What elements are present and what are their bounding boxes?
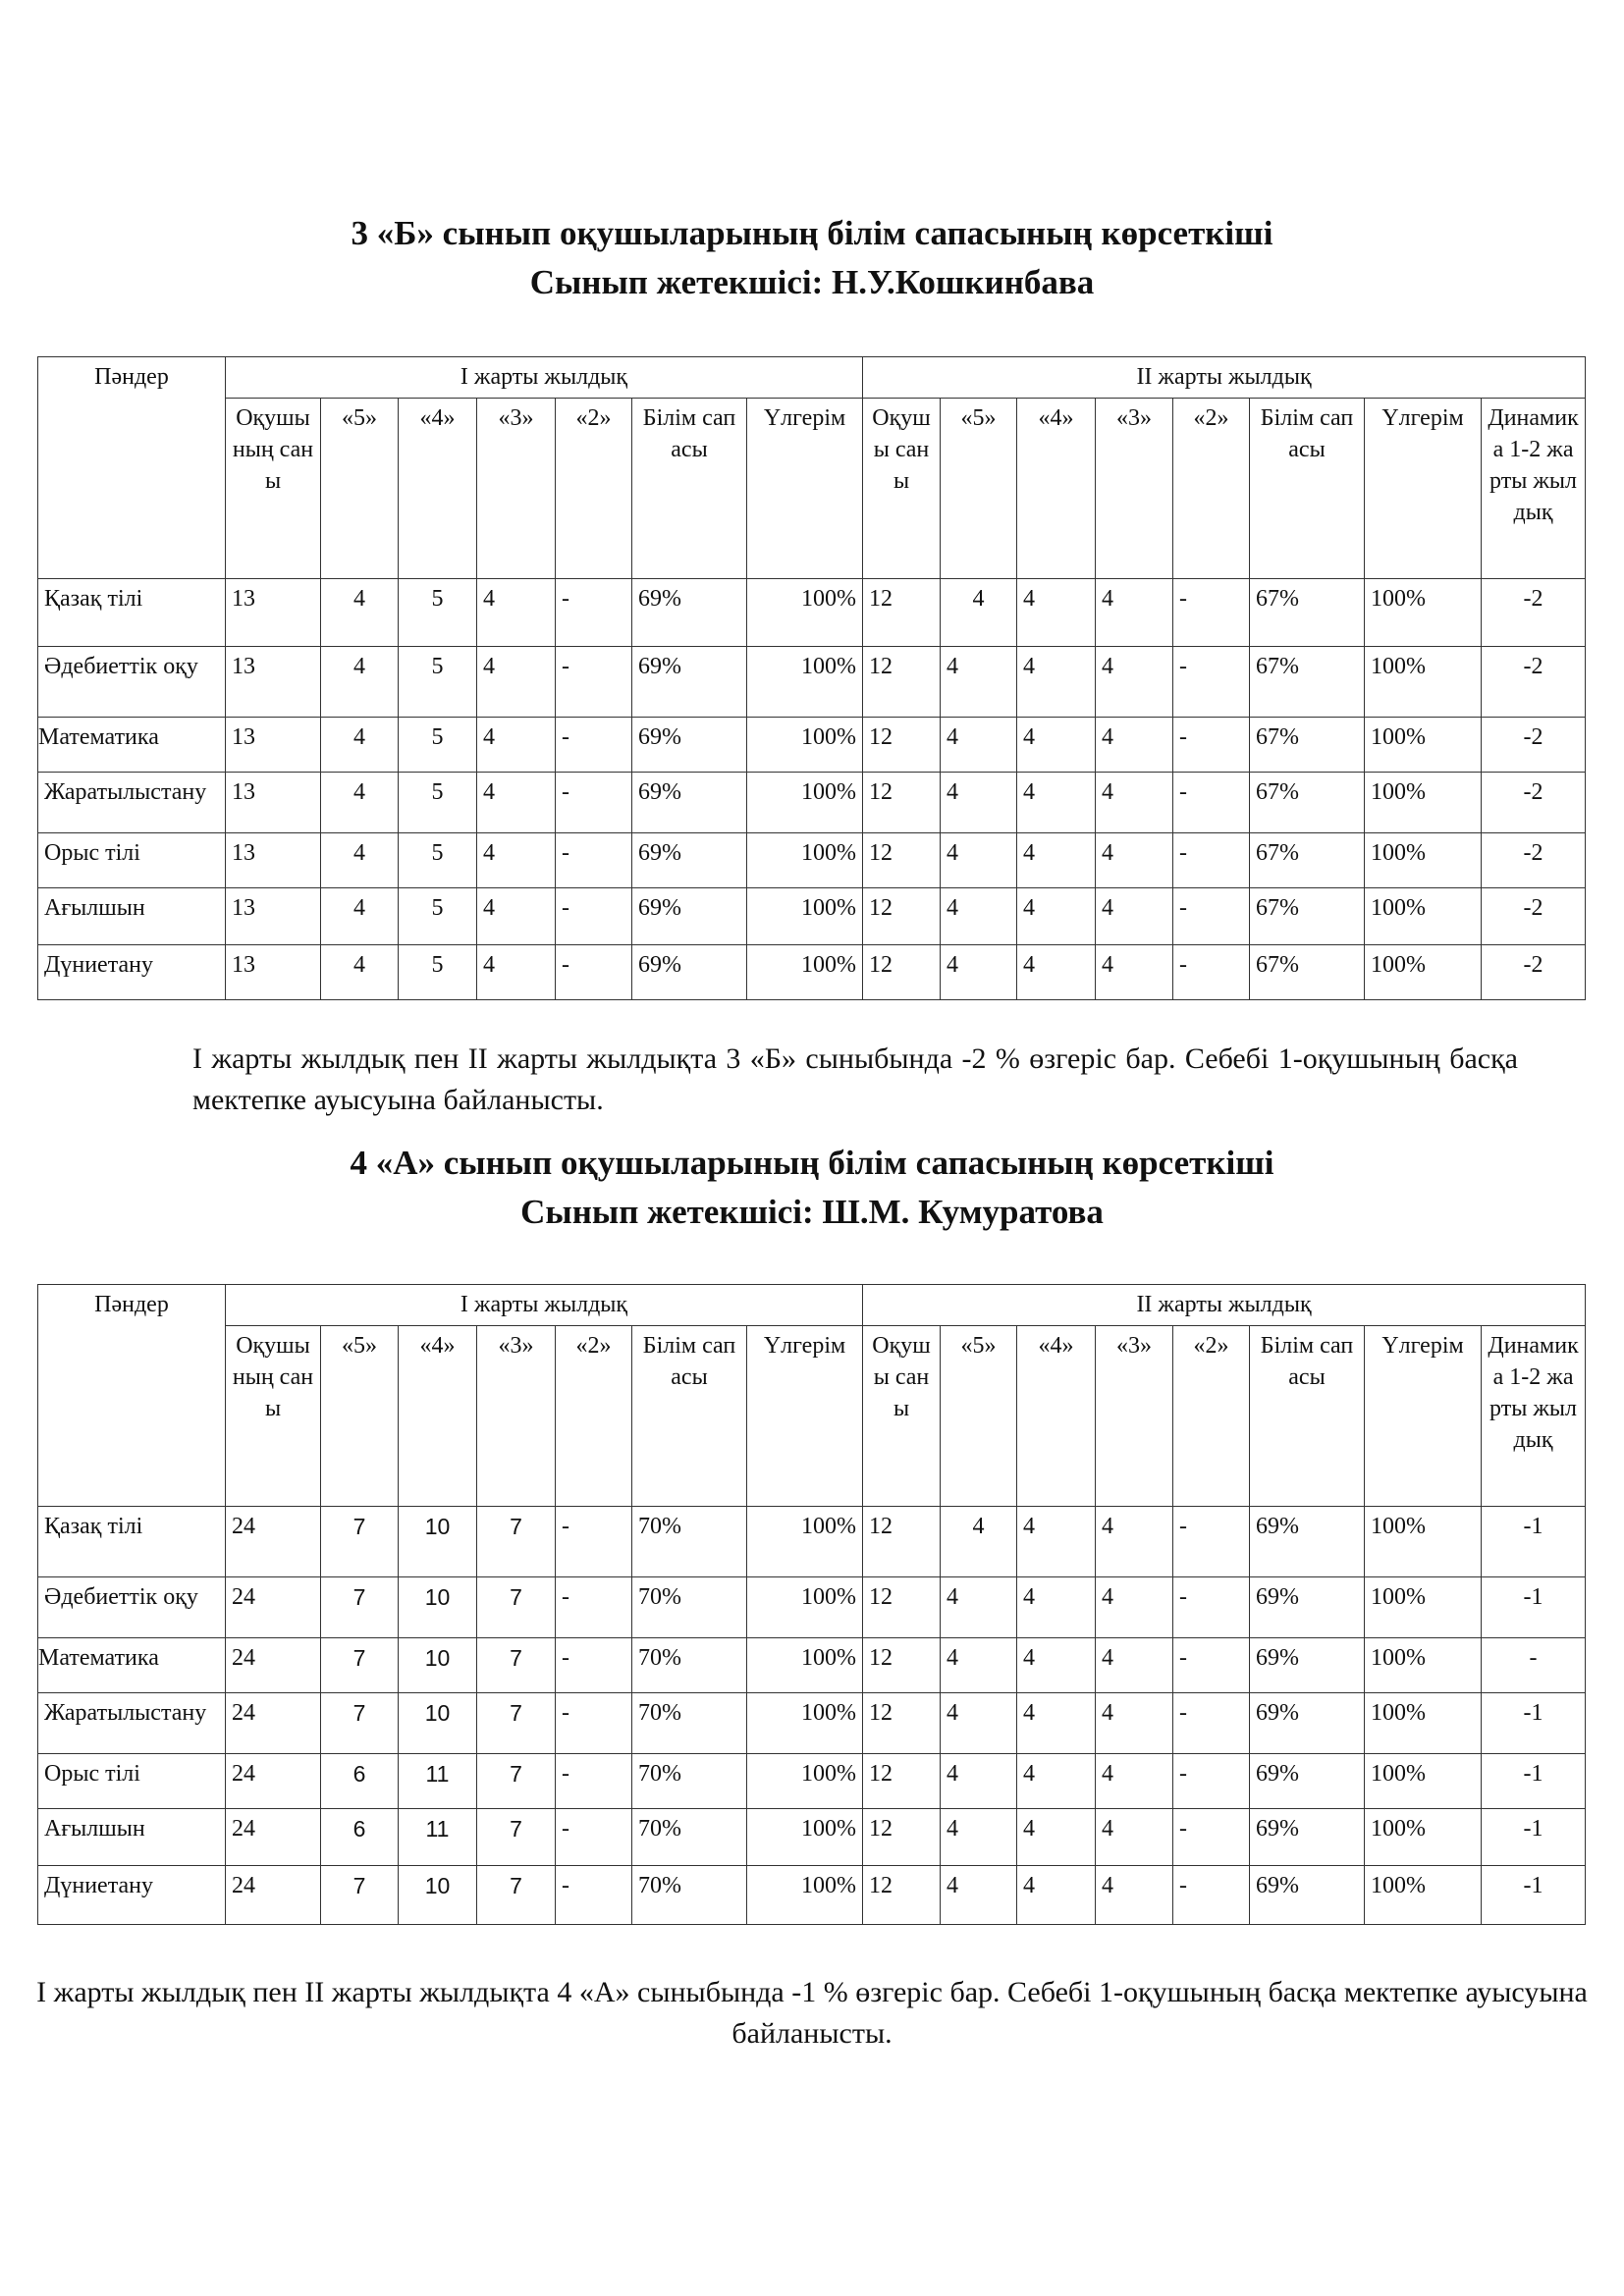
half2-cell: 100%: [1365, 833, 1482, 888]
half2-cell: 4: [941, 647, 1017, 718]
half1-cell: 13: [226, 718, 321, 773]
half1-cell: 6: [321, 1754, 399, 1809]
half1-cell: 13: [226, 647, 321, 718]
half2-cell: 12: [863, 647, 941, 718]
half2-cell: 4: [941, 1693, 1017, 1754]
table-body: [38, 1285, 1586, 1925]
half2-header: ІІ жарты жылдық: [863, 1285, 1586, 1326]
half2-cell: -: [1173, 1507, 1250, 1577]
half1-cell: 7: [321, 1507, 399, 1577]
half2-cell: 4: [1096, 1507, 1173, 1577]
half1-cell: 4: [321, 579, 399, 647]
half1-cell: 24: [226, 1693, 321, 1754]
section-2-table: [37, 1284, 1586, 1925]
half1-cell: 4: [477, 888, 556, 945]
half1-cell: 70%: [632, 1577, 747, 1638]
table-row: [38, 1693, 1586, 1754]
half1-cell: -: [556, 888, 632, 945]
half1-cell: 100%: [747, 1809, 863, 1866]
dynamics-cell: -: [1482, 1638, 1586, 1693]
half2-cell: 4: [941, 718, 1017, 773]
half1-cell: 7: [477, 1809, 556, 1866]
half1-cell: 70%: [632, 1507, 747, 1577]
half2-cell: 4: [1017, 773, 1096, 833]
half2-cell: 100%: [1365, 647, 1482, 718]
half2-cell: 12: [863, 945, 941, 1000]
half1-cell: 4: [321, 773, 399, 833]
students-count-header: Оқушы саны: [863, 1326, 941, 1507]
half2-cell: 4: [1096, 718, 1173, 773]
half2-cell: 4: [941, 1809, 1017, 1866]
half2-cell: 4: [1096, 888, 1173, 945]
half2-cell: -: [1173, 1754, 1250, 1809]
half1-cell: 5: [399, 718, 477, 773]
half2-cell: -: [1173, 1638, 1250, 1693]
half2-cell: 4: [1017, 718, 1096, 773]
half2-cell: -: [1173, 1809, 1250, 1866]
progress-header: Үлгерім: [1365, 399, 1482, 579]
half2-cell: 12: [863, 1693, 941, 1754]
half1-cell: 5: [399, 647, 477, 718]
dynamics-cell: -1: [1482, 1507, 1586, 1577]
students-count-header: Оқушының саны: [226, 399, 321, 579]
dynamics-cell: -2: [1482, 773, 1586, 833]
half1-cell: 7: [477, 1866, 556, 1925]
half2-cell: 12: [863, 718, 941, 773]
half1-cell: 5: [399, 579, 477, 647]
subject-cell: Жаратылыстану: [38, 773, 226, 833]
half1-cell: 24: [226, 1638, 321, 1693]
half1-cell: 5: [399, 945, 477, 1000]
half1-cell: 13: [226, 579, 321, 647]
half1-cell: -: [556, 1693, 632, 1754]
half1-cell: 10: [399, 1577, 477, 1638]
half1-cell: 13: [226, 833, 321, 888]
table-row: [38, 647, 1586, 718]
dynamics-cell: -2: [1482, 647, 1586, 718]
half1-cell: 24: [226, 1507, 321, 1577]
half1-cell: 5: [399, 773, 477, 833]
table-row: [38, 1754, 1586, 1809]
half2-cell: 4: [1017, 579, 1096, 647]
half2-cell: 12: [863, 1866, 941, 1925]
half2-cell: 100%: [1365, 718, 1482, 773]
half1-cell: 69%: [632, 579, 747, 647]
grade-3-header: «3»: [477, 1326, 556, 1507]
half2-cell: -: [1173, 773, 1250, 833]
half1-cell: 10: [399, 1507, 477, 1577]
half1-cell: 100%: [747, 888, 863, 945]
half2-cell: 4: [1096, 1809, 1173, 1866]
half1-cell: 4: [321, 833, 399, 888]
half1-cell: 11: [399, 1809, 477, 1866]
half1-cell: 4: [321, 647, 399, 718]
half1-cell: -: [556, 1809, 632, 1866]
half2-cell: 12: [863, 1507, 941, 1577]
subjects-header: Пәндер: [38, 357, 226, 579]
dynamics-cell: -1: [1482, 1754, 1586, 1809]
half2-cell: 4: [1017, 1754, 1096, 1809]
half1-cell: 100%: [747, 1507, 863, 1577]
subject-cell: Ағылшын: [38, 1809, 226, 1866]
dynamics-cell: -2: [1482, 945, 1586, 1000]
half2-cell: 100%: [1365, 1866, 1482, 1925]
half2-cell: 67%: [1250, 773, 1365, 833]
subject-cell: Әдебиеттік оқу: [38, 647, 226, 718]
subject-cell: Ағылшын: [38, 888, 226, 945]
half1-cell: 100%: [747, 945, 863, 1000]
subject-cell: Дүниетану: [38, 1866, 226, 1925]
half2-cell: 4: [1096, 1866, 1173, 1925]
subject-cell: Жаратылыстану: [38, 1693, 226, 1754]
header-row: [38, 399, 1586, 579]
half1-cell: -: [556, 1577, 632, 1638]
half2-cell: 4: [1017, 1577, 1096, 1638]
half2-cell: -: [1173, 833, 1250, 888]
grade-2-header: «2»: [1173, 1326, 1250, 1507]
half2-cell: 100%: [1365, 1693, 1482, 1754]
dynamics-cell: -1: [1482, 1693, 1586, 1754]
quality-header: Білім сапасы: [1250, 1326, 1365, 1507]
section-1-note: І жарты жылдық пен ІІ жарты жылдықта 3 «Б» сыныбында -2 % өзгеріс бар. Себебі 1-оқушының басқа мектепке ауысуына байланысты.: [192, 1042, 1518, 1116]
half1-header: І жарты жылдық: [226, 357, 863, 399]
half1-cell: 100%: [747, 1693, 863, 1754]
half1-cell: 4: [477, 945, 556, 1000]
half1-cell: 100%: [747, 1638, 863, 1693]
half1-cell: 100%: [747, 1866, 863, 1925]
half1-cell: 4: [477, 718, 556, 773]
half1-cell: 10: [399, 1638, 477, 1693]
half1-cell: 24: [226, 1866, 321, 1925]
grade-5-header: «5»: [321, 399, 399, 579]
half1-header: І жарты жылдық: [226, 1285, 863, 1326]
grade-5-header: «5»: [941, 399, 1017, 579]
grade-3-header: «3»: [1096, 399, 1173, 579]
half2-cell: 67%: [1250, 647, 1365, 718]
table-row: [38, 1866, 1586, 1925]
students-count-header: Оқушы саны: [863, 399, 941, 579]
half1-cell: 69%: [632, 833, 747, 888]
half2-cell: 67%: [1250, 833, 1365, 888]
dynamics-cell: -2: [1482, 833, 1586, 888]
half2-cell: 4: [1017, 1638, 1096, 1693]
half2-cell: 4: [941, 1866, 1017, 1925]
half2-cell: 100%: [1365, 888, 1482, 945]
half2-cell: -: [1173, 888, 1250, 945]
half1-cell: 7: [477, 1577, 556, 1638]
quality-header: Білім сапасы: [1250, 399, 1365, 579]
half2-cell: 12: [863, 773, 941, 833]
half1-cell: -: [556, 647, 632, 718]
half1-cell: 4: [321, 718, 399, 773]
subject-cell: Дүниетану: [38, 945, 226, 1000]
half2-cell: 100%: [1365, 579, 1482, 647]
half2-cell: -: [1173, 579, 1250, 647]
half1-cell: 24: [226, 1754, 321, 1809]
subject-cell: Қазақ тілі: [38, 579, 226, 647]
section-2-teacher: Сынып жетекшісі: Ш.М. Кумуратова: [520, 1193, 1104, 1231]
half2-header: ІІ жарты жылдық: [863, 357, 1586, 399]
half1-cell: 69%: [632, 945, 747, 1000]
half2-cell: -: [1173, 1866, 1250, 1925]
table-row: [38, 1577, 1586, 1638]
section-1-title: 3 «Б» сынып оқушыларының білім сапасының көрсеткіші: [351, 214, 1273, 252]
half1-cell: 4: [477, 833, 556, 888]
half1-cell: 69%: [632, 718, 747, 773]
half1-cell: 13: [226, 888, 321, 945]
half1-cell: 4: [477, 647, 556, 718]
half2-cell: 4: [1096, 833, 1173, 888]
half1-cell: 11: [399, 1754, 477, 1809]
half1-cell: 5: [399, 833, 477, 888]
subject-cell: Орыс тілі: [38, 833, 226, 888]
grade-2-header: «2»: [556, 399, 632, 579]
half2-cell: 4: [941, 1577, 1017, 1638]
dynamics-cell: -1: [1482, 1866, 1586, 1925]
quality-header: Білім сапасы: [632, 1326, 747, 1507]
half1-cell: 7: [321, 1866, 399, 1925]
half1-cell: 69%: [632, 888, 747, 945]
half1-cell: -: [556, 1866, 632, 1925]
half2-cell: 67%: [1250, 888, 1365, 945]
half2-cell: 4: [1017, 1866, 1096, 1925]
subject-cell: Орыс тілі: [38, 1754, 226, 1809]
half1-cell: 100%: [747, 1577, 863, 1638]
half1-cell: -: [556, 773, 632, 833]
grade-4-header: «4»: [399, 1326, 477, 1507]
half2-cell: 69%: [1250, 1577, 1365, 1638]
table-row: [38, 1638, 1586, 1693]
grade-4-header: «4»: [399, 399, 477, 579]
half1-cell: 100%: [747, 647, 863, 718]
half2-cell: 4: [941, 579, 1017, 647]
half1-cell: -: [556, 1754, 632, 1809]
half1-cell: 7: [477, 1754, 556, 1809]
table-body: [38, 357, 1586, 1000]
half1-cell: -: [556, 579, 632, 647]
header-row: [38, 1285, 1586, 1326]
half1-cell: 70%: [632, 1754, 747, 1809]
table-row: [38, 718, 1586, 773]
section-2-title: 4 «А» сынып оқушыларының білім сапасының көрсеткіші: [350, 1144, 1274, 1182]
half2-cell: -: [1173, 718, 1250, 773]
half2-cell: 4: [1096, 1577, 1173, 1638]
half1-cell: 6: [321, 1809, 399, 1866]
half1-cell: -: [556, 718, 632, 773]
half2-cell: 4: [1017, 1809, 1096, 1866]
grade-4-header: «4»: [1017, 399, 1096, 579]
half2-cell: 12: [863, 1809, 941, 1866]
dynamics-cell: -2: [1482, 718, 1586, 773]
header-row: [38, 1326, 1586, 1507]
header-row: [38, 357, 1586, 399]
half2-cell: 12: [863, 888, 941, 945]
half2-cell: 4: [941, 1754, 1017, 1809]
half2-cell: 69%: [1250, 1866, 1365, 1925]
half2-cell: 100%: [1365, 1638, 1482, 1693]
progress-header: Үлгерім: [747, 399, 863, 579]
half2-cell: 4: [941, 888, 1017, 945]
half1-cell: 69%: [632, 773, 747, 833]
half1-cell: 24: [226, 1809, 321, 1866]
half1-cell: 100%: [747, 579, 863, 647]
table-row: [38, 945, 1586, 1000]
subject-cell: Әдебиеттік оқу: [38, 1577, 226, 1638]
half1-cell: 7: [321, 1638, 399, 1693]
half1-cell: 4: [321, 945, 399, 1000]
half2-cell: 4: [1096, 1754, 1173, 1809]
half1-cell: -: [556, 945, 632, 1000]
quality-header: Білім сапасы: [632, 399, 747, 579]
half2-cell: 12: [863, 833, 941, 888]
half2-cell: 100%: [1365, 1507, 1482, 1577]
table-row: [38, 1809, 1586, 1866]
half1-cell: 100%: [747, 833, 863, 888]
half2-cell: 12: [863, 1754, 941, 1809]
half2-cell: 100%: [1365, 1577, 1482, 1638]
half2-cell: 12: [863, 579, 941, 647]
half2-cell: 4: [941, 1507, 1017, 1577]
progress-header: Үлгерім: [747, 1326, 863, 1507]
half1-cell: 5: [399, 888, 477, 945]
half1-cell: 24: [226, 1577, 321, 1638]
half1-cell: 70%: [632, 1638, 747, 1693]
half2-cell: 100%: [1365, 773, 1482, 833]
grade-3-header: «3»: [1096, 1326, 1173, 1507]
half2-cell: 100%: [1365, 1809, 1482, 1866]
half1-cell: -: [556, 1638, 632, 1693]
table-row: [38, 773, 1586, 833]
half2-cell: 12: [863, 1638, 941, 1693]
half1-cell: 69%: [632, 647, 747, 718]
dynamics-cell: -1: [1482, 1577, 1586, 1638]
subject-cell: Қазақ тілі: [38, 1507, 226, 1577]
table-row: [38, 579, 1586, 647]
table-row: [38, 833, 1586, 888]
grade-3-header: «3»: [477, 399, 556, 579]
half2-cell: -: [1173, 1577, 1250, 1638]
half2-cell: 4: [941, 945, 1017, 1000]
half2-cell: 69%: [1250, 1809, 1365, 1866]
subject-cell: Математика: [38, 1638, 226, 1693]
half2-cell: 4: [1096, 647, 1173, 718]
half2-cell: 4: [941, 1638, 1017, 1693]
half2-cell: 69%: [1250, 1507, 1365, 1577]
half2-cell: 67%: [1250, 718, 1365, 773]
half1-cell: 7: [321, 1577, 399, 1638]
half2-cell: 67%: [1250, 579, 1365, 647]
half2-cell: 4: [1096, 945, 1173, 1000]
half1-cell: 10: [399, 1693, 477, 1754]
half1-cell: 70%: [632, 1693, 747, 1754]
half2-cell: 4: [1017, 833, 1096, 888]
half2-cell: 69%: [1250, 1693, 1365, 1754]
half2-cell: 4: [1017, 1693, 1096, 1754]
half1-cell: 100%: [747, 718, 863, 773]
half2-cell: -: [1173, 945, 1250, 1000]
grade-2-header: «2»: [1173, 399, 1250, 579]
half1-cell: 100%: [747, 1754, 863, 1809]
half2-cell: -: [1173, 1693, 1250, 1754]
half2-cell: 69%: [1250, 1754, 1365, 1809]
half2-cell: 12: [863, 1577, 941, 1638]
half2-cell: 100%: [1365, 1754, 1482, 1809]
half1-cell: 4: [321, 888, 399, 945]
section-1-teacher: Сынып жетекшісі: Н.У.Кошкинбава: [529, 263, 1095, 301]
half1-cell: 7: [321, 1693, 399, 1754]
dynamics-cell: -2: [1482, 579, 1586, 647]
half2-cell: 4: [1017, 888, 1096, 945]
half1-cell: 7: [477, 1693, 556, 1754]
table-row: [38, 1507, 1586, 1577]
half1-cell: 100%: [747, 773, 863, 833]
grade-5-header: «5»: [941, 1326, 1017, 1507]
grade-4-header: «4»: [1017, 1326, 1096, 1507]
half1-cell: 4: [477, 773, 556, 833]
half2-cell: 4: [1096, 1693, 1173, 1754]
table-row: [38, 888, 1586, 945]
half2-cell: 69%: [1250, 1638, 1365, 1693]
half1-cell: 7: [477, 1507, 556, 1577]
grade-2-header: «2»: [556, 1326, 632, 1507]
half2-cell: 4: [1017, 945, 1096, 1000]
half1-cell: 10: [399, 1866, 477, 1925]
half2-cell: 4: [1096, 773, 1173, 833]
half2-cell: 4: [1096, 1638, 1173, 1693]
half2-cell: -: [1173, 647, 1250, 718]
students-count-header: Оқушының саны: [226, 1326, 321, 1507]
dynamics-cell: -1: [1482, 1809, 1586, 1866]
half2-cell: 4: [1017, 647, 1096, 718]
subjects-header: Пәндер: [38, 1285, 226, 1507]
dynamics-header: Динамика 1-2 жарты жылдық: [1482, 1326, 1586, 1507]
half1-cell: 13: [226, 945, 321, 1000]
half1-cell: 70%: [632, 1866, 747, 1925]
progress-header: Үлгерім: [1365, 1326, 1482, 1507]
half1-cell: 70%: [632, 1809, 747, 1866]
section-2-note: І жарты жылдық пен ІІ жарты жылдықта 4 «А» сыныбында -1 % өзгеріс бар. Себебі 1-оқушының басқа мектепке ауысуына байланысты.: [36, 1976, 1588, 2050]
dynamics-cell: -2: [1482, 888, 1586, 945]
half2-cell: 100%: [1365, 945, 1482, 1000]
half2-cell: 4: [941, 833, 1017, 888]
half1-cell: -: [556, 1507, 632, 1577]
half2-cell: 4: [1017, 1507, 1096, 1577]
dynamics-header: Динамика 1-2 жарты жылдық: [1482, 399, 1586, 579]
half1-cell: 4: [477, 579, 556, 647]
half1-cell: 13: [226, 773, 321, 833]
grade-5-header: «5»: [321, 1326, 399, 1507]
half1-cell: -: [556, 833, 632, 888]
half1-cell: 7: [477, 1638, 556, 1693]
half2-cell: 4: [941, 773, 1017, 833]
half2-cell: 67%: [1250, 945, 1365, 1000]
half2-cell: 4: [1096, 579, 1173, 647]
subject-cell: Математика: [38, 718, 226, 773]
section-1-table: [37, 356, 1586, 1000]
